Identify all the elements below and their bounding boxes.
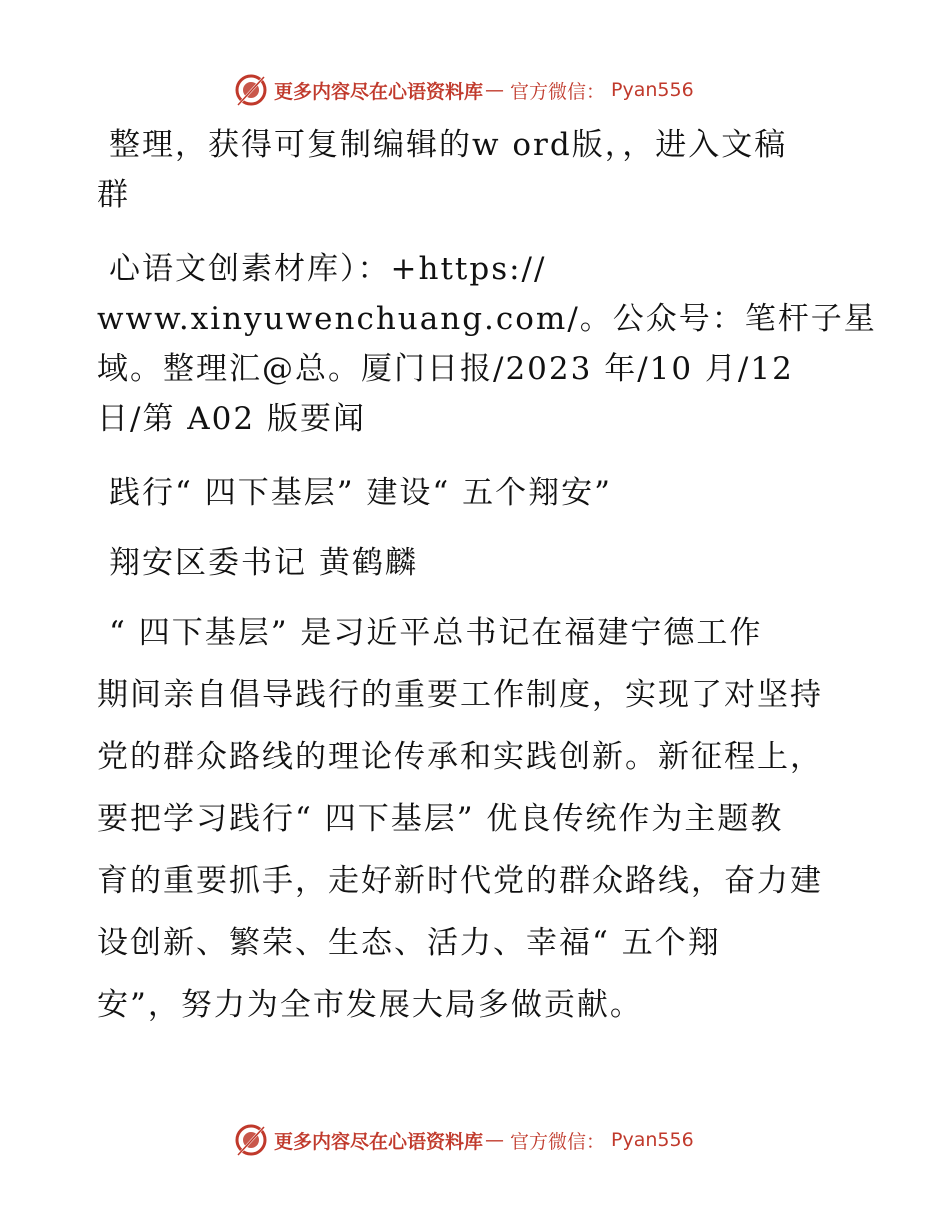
intro-line: 整理，获得可复制编辑的w ord版，，进入文稿 — [109, 127, 788, 163]
intro-line: www.xinyuwenchuang.com/。公众号：笔杆子星 — [97, 301, 877, 337]
watermark-official-label: 官方微信： — [510, 1130, 606, 1153]
body-line: 要把学习践行“ 四下基层” 优良传统作为主题教 — [97, 801, 784, 837]
watermark-text: 更多内容尽在心语资料库 — [274, 80, 484, 103]
watermark-wechat-id: Pyan556 — [611, 1129, 694, 1151]
body-line: 期间亲自倡导践行的重要工作制度，实现了对坚持 — [97, 677, 823, 713]
watermark-dash: — — [485, 79, 505, 101]
header-watermark — [234, 72, 694, 108]
quill-logo-icon — [234, 73, 268, 107]
intro-line: 域。整理汇@总。厦门日报/2023 年/10 月/12 — [97, 351, 794, 387]
quill-logo-icon — [234, 1123, 268, 1157]
body-line: 安”，努力为全市发展大局多做贡献。 — [97, 987, 643, 1023]
watermark-official-label: 官方微信： — [510, 80, 606, 103]
body-line: 党的群众路线的理论传承和实践创新。新征程上， — [97, 739, 823, 775]
document-body — [97, 120, 877, 1030]
footer-watermark — [234, 1122, 694, 1158]
watermark-text: 更多内容尽在心语资料库 — [274, 1130, 484, 1153]
article-title: 践行“ 四下基层” 建设“ 五个翔安” — [109, 475, 612, 511]
intro-line: 群 — [97, 177, 130, 213]
watermark-dash: — — [485, 1129, 505, 1151]
body-line: 育的重要抓手，走好新时代党的群众路线，奋力建 — [97, 863, 823, 899]
body-line: “ 四下基层” 是习近平总书记在福建宁德工作 — [109, 615, 763, 651]
intro-line: 心语文创素材库）：+https:// — [109, 251, 547, 287]
watermark-wechat-id: Pyan556 — [611, 79, 694, 101]
body-line: 设创新、繁荣、生态、活力、幸福“ 五个翔 — [97, 925, 721, 961]
article-author: 翔安区委书记 黄鹤麟 — [109, 545, 418, 581]
intro-line: 日/第 A02 版要闻 — [97, 401, 366, 437]
